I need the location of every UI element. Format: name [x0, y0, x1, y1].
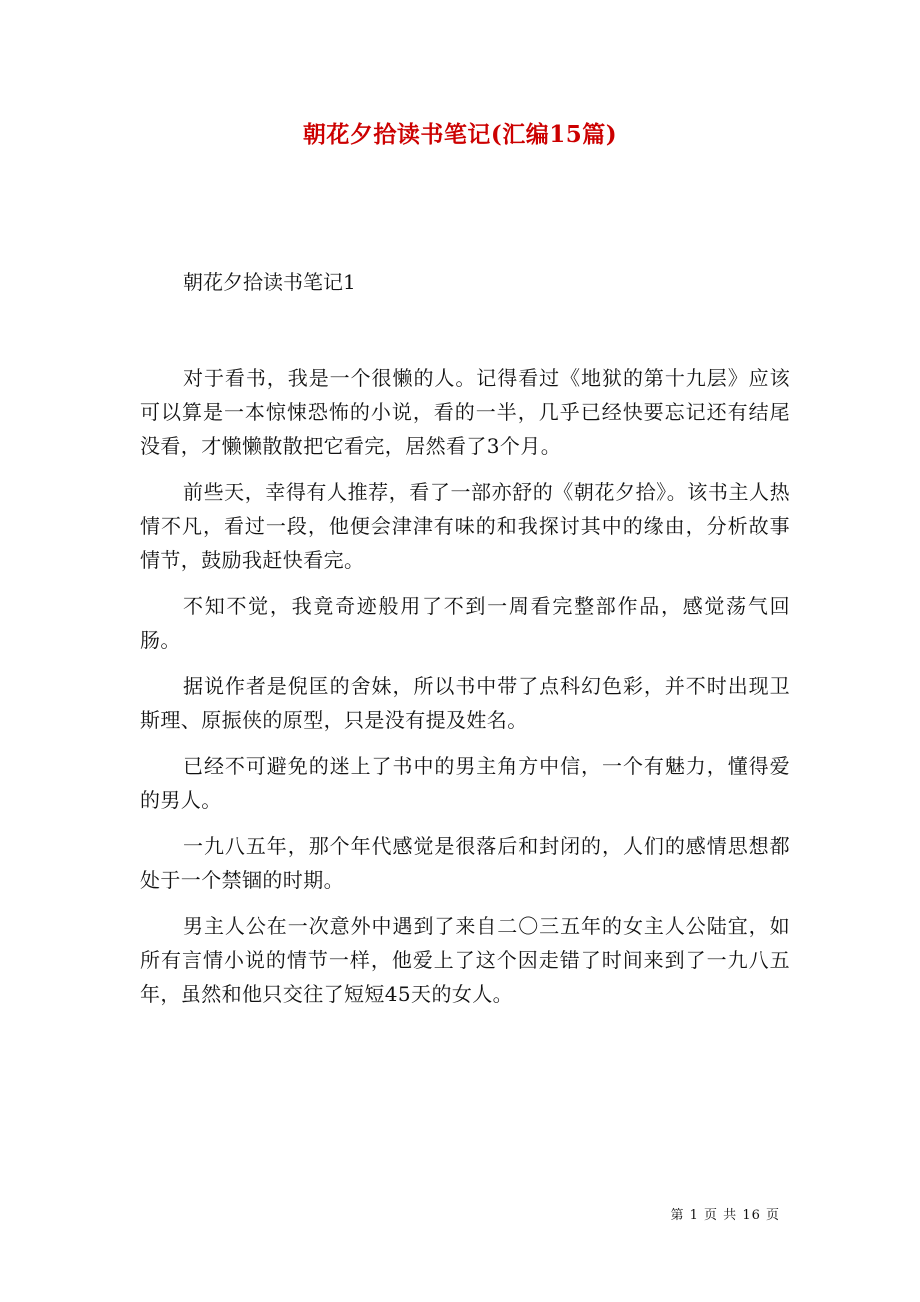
- paragraph: 一九八五年，那个年代感觉是很落后和封闭的，人们的感情思想都处于一个禁锢的时期。: [140, 834, 790, 892]
- paragraph: 不知不觉，我竟奇迹般用了不到一周看完整部作品，感觉荡气回肠。: [140, 594, 790, 652]
- paragraph: 据说作者是倪匡的舍妹，所以书中带了点科幻色彩，并不时出现卫斯理、原振侠的原型，只是没有提及姓名。: [140, 674, 790, 732]
- paragraph: 已经不可避免的迷上了书中的男主角方中信，一个有魅力，懂得爱的男人。: [140, 754, 790, 812]
- paragraph: 男主人公在一次意外中遇到了来自二〇三五年的女主人公陆宜，如所有言情小说的情节一样，他爱上了这个因走错了时间来到了一九八五年，虽然和他只交往了短短45天的女人。: [140, 914, 790, 1006]
- document-title: 朝花夕拾读书笔记(汇编15篇): [302, 121, 618, 148]
- paragraph: 对于看书，我是一个很懒的人。记得看过《地狱的第十九层》应该可以算是一本惊悚恐怖的小说，看的一半，几乎已经快要忘记还有结尾没看，才懒懒散散把它看完，居然看了3个月。: [140, 366, 790, 458]
- body-text: [140, 361, 790, 1023]
- section-heading: 朝花夕拾读书笔记1: [183, 270, 356, 294]
- paragraph: 前些天，幸得有人推荐，看了一部亦舒的《朝花夕拾》。该书主人热情不凡，看过一段，他便会津津有味的和我探讨其中的缘由，分析故事情节，鼓励我赶快看完。: [140, 480, 790, 572]
- page-footer: 第 1 页 共 16 页: [670, 1208, 780, 1223]
